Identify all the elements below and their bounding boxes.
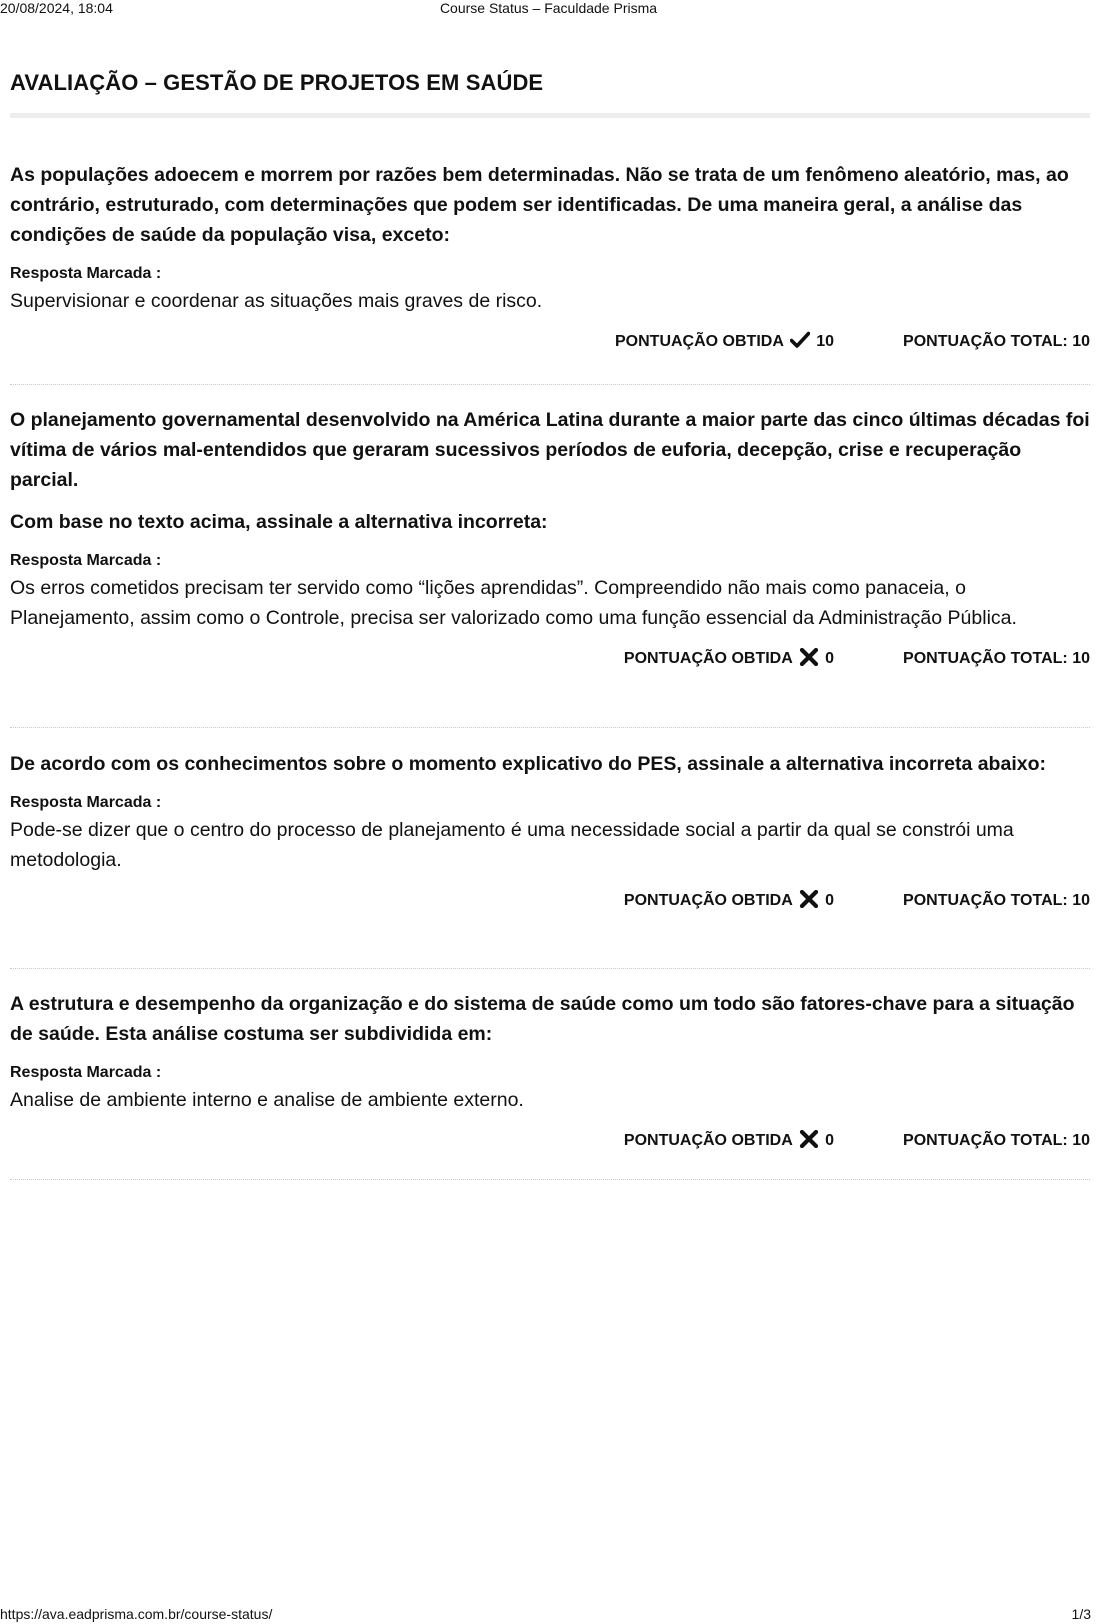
- score-total: [903, 647, 1090, 671]
- answer-label: Resposta Marcada :: [10, 552, 162, 569]
- marked-answer: Pode-se dizer que o centro do processo de planejamento é uma necessidade social a partir da qual se constrói uma metodologia.: [10, 819, 1014, 871]
- score-row: [10, 330, 1090, 354]
- print-footer: [0, 1606, 1097, 1624]
- marked-answer: Supervisionar e coordenar as situações mais graves de risco.: [10, 290, 543, 312]
- print-page-title: Course Status – Faculdade Prisma: [439, 0, 658, 16]
- cross-icon: [799, 1130, 819, 1148]
- score-total-value: 10: [1072, 650, 1090, 667]
- question-3: [10, 749, 1090, 913]
- score-row: [10, 889, 1090, 913]
- question-4: [10, 989, 1090, 1153]
- checkmark-icon: [790, 331, 810, 349]
- score-obtained-value: 0: [825, 1132, 834, 1149]
- cross-icon: [799, 648, 819, 666]
- score-total-value: 10: [1072, 892, 1090, 909]
- question-divider: [10, 384, 1090, 385]
- score-obtained: [624, 889, 834, 913]
- question-instruction: Com base no texto acima, assinale a alternativa incorreta:: [10, 511, 548, 533]
- answer-label: Resposta Marcada :: [10, 1064, 162, 1081]
- score-obtained-label: PONTUAÇÃO OBTIDA: [615, 333, 784, 350]
- question-1: [10, 160, 1090, 354]
- score-obtained-value: 0: [825, 892, 834, 909]
- question-text: O planejamento governamental desenvolvido na América Latina durante a maior parte das cinco últimas décadas foi vítima de vários mal-entendidos que geraram sucessivos períodos de euforia, decepção, crise e recuperação parcial.: [10, 409, 1090, 491]
- answer-label: Resposta Marcada :: [10, 794, 162, 811]
- score-total: [903, 889, 1090, 913]
- print-url: https://ava.eadprisma.com.br/course-status/: [0, 1606, 273, 1622]
- question-divider: [10, 727, 1090, 728]
- question-text: As populações adoecem e morrem por razões bem determinadas. Não se trata de um fenômeno aleatório, mas, ao contrário, estruturado, com determinações que podem ser identificadas. De uma maneira geral, a análise das condições de saúde da população visa, exceto:: [10, 164, 1069, 246]
- cross-icon: [799, 890, 819, 908]
- question-text: De acordo com os conhecimentos sobre o momento explicativo do PES, assinale a alternativa incorreta abaixo:: [10, 753, 1046, 775]
- score-obtained-label: PONTUAÇÃO OBTIDA: [623, 1132, 793, 1149]
- score-row: [10, 1129, 1090, 1153]
- score-obtained: [624, 1129, 834, 1153]
- score-obtained-value: 10: [816, 333, 834, 350]
- question-divider: [10, 1179, 1090, 1180]
- score-row: [10, 647, 1090, 671]
- print-datetime: 20/08/2024, 18:04: [0, 0, 113, 16]
- title-divider: [10, 113, 1090, 118]
- score-obtained-value: 0: [825, 650, 834, 667]
- question-2: [10, 405, 1090, 671]
- score-total-label: PONTUAÇÃO TOTAL:: [903, 650, 1068, 667]
- score-obtained: [615, 330, 834, 354]
- score-total-label: PONTUAÇÃO TOTAL:: [903, 1132, 1068, 1149]
- score-total-label: PONTUAÇÃO TOTAL:: [903, 333, 1068, 350]
- print-header: [0, 0, 1097, 18]
- question-text: A estrutura e desempenho da organização e do sistema de saúde como um todo são fatores-chave para a situação de saúde. Esta análise costuma ser subdividida em:: [10, 993, 1075, 1045]
- score-total-label: PONTUAÇÃO TOTAL:: [903, 892, 1068, 909]
- score-total-value: 10: [1072, 1132, 1090, 1149]
- answer-label: Resposta Marcada :: [10, 265, 162, 282]
- page-title: AVALIAÇÃO – GESTÃO DE PROJETOS EM SAÚDE: [10, 70, 544, 95]
- score-obtained: [624, 647, 834, 671]
- score-obtained-label: PONTUAÇÃO OBTIDA: [623, 650, 793, 667]
- score-total: [903, 330, 1090, 354]
- score-total: [903, 1129, 1090, 1153]
- marked-answer: Os erros cometidos precisam ter servido como “lições aprendidas”. Compreendido não mais como panaceia, o Planejamento, assim como o Controle, precisa ser valorizado como uma função essencial da Administração Pública.: [10, 577, 1017, 629]
- print-page-number: 1/3: [1071, 1606, 1091, 1622]
- question-divider: [10, 968, 1090, 969]
- score-obtained-label: PONTUAÇÃO OBTIDA: [623, 892, 793, 909]
- marked-answer: Analise de ambiente interno e analise de ambiente externo.: [10, 1089, 524, 1111]
- score-total-value: 10: [1072, 333, 1090, 350]
